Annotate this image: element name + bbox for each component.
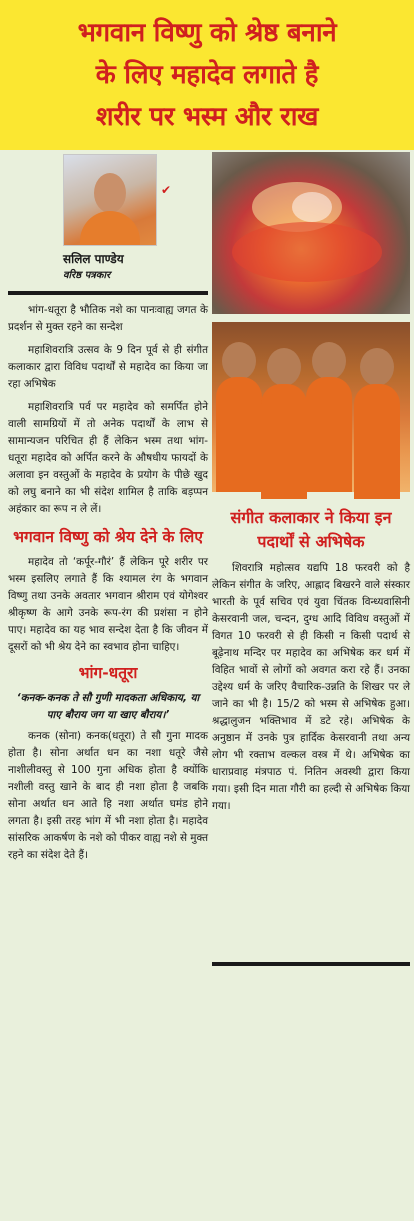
right-headline: संगीत कलाकार ने किया इन पदार्थों से अभिषेक — [230, 508, 392, 551]
divider — [212, 962, 410, 966]
paragraph: शिवरात्रि महोत्सव यद्यपि 18 फरवरी को है लेकिन संगीत के जरिए, आह्लाद बिखरने वाले संस्कार भारती के पूर्व सचिव एवं युवा चिंतक विन्ध्यवासिनी केसरवानी जल, चन्दन, दुग्ध आदि विविध वस्तुओं में विगत 10 फरवरी से ही किसी न किसी पदार्थ से बूढ़ेनाथ मन्दिर पर महादेव का अभिषेक कर धर्म में विहित भावों से लोगों को अवगत करा रहे हैं। उनका उद्देश्य धर्म के जरिए वैचारिक-उन्नति के शिखर पर ले जाने का भी है। 15/2 को भस्म से अभिषेक हुआ। श्रद्धालुजन भक्तिभाव में डटे रहे। अभिषेक के अनुष्ठान में उनके पुत्र हार्दिक केसरवानी तथा अन्य लोग भी रक्ताभ वल्कल वस्त्र में थे। अभिषेक का धाराप्रवाह मंत्रपाठ पं. नितिन अवस्थी द्वारा किया गया। इसी दिन माता गौरी का हल्दी से अभिषेक किया गया। — [212, 562, 410, 812]
intro-paragraph: भांग-धतूरा है भौतिक नशे का पानःवाह्य जगत के प्रदर्शन से मुक्त रहने का सन्देश — [8, 304, 208, 333]
headline-banner — [0, 0, 414, 150]
group-photo — [212, 322, 410, 492]
mark-icon: ✔ — [161, 183, 172, 197]
quote: ‘कनक-कनक ते सौ गुणी मादकता अधिकाय, या पाए बौराय जग या खाए बौराय।’ — [16, 692, 200, 721]
headline-line-1: भगवान विष्णु को श्रेष्ठ बनाने — [77, 18, 337, 48]
paragraph: महाशिवरात्रि पर्व पर महादेव को समर्पित होने वाली सामग्रियों में तो अनेक पदार्थों के लाभ से सामान्यजन परिचित ही हैं लेकिन भस्म तथा भांग-धतूरा महादेव को अर्पित करने के औषधीय फायदों के अलावा इन वस्तुओं के महादेव के प्रयोग के पीछे खुद को लघु बनाने का भी संदेश शामिल है ताकि बड़प्पन अहंकार का रूप न ले लें। — [8, 401, 208, 515]
subheading-bhang: भांग-धतूरा — [78, 664, 138, 682]
subheading-vishnu: भगवान विष्णु को श्रेय देने के लिए — [13, 528, 203, 546]
paragraph: महादेव तो ‘कर्पूर-गौरं’ हैं लेकिन पूरे शरीर पर भस्म इसलिए लगाते हैं कि श्यामल रंग के भगवान विष्णु तथा उनके अवतार भगवान श्रीराम एवं योगेश्वर श्रीकृष्ण के आगे उनके रूप-रंग की प्रशंसा न होने पाए। महादेव का यह भाव सन्देश देता है कि जीवन में दूसरों को भी श्रेय देने का स्वभाव होना चाहिए। — [8, 556, 208, 653]
author-photo — [63, 154, 157, 246]
paragraph: कनक (सोना) कनक(धतूरा) ते सौ गुना मादक होता है। सोना अर्थात धन का नशा धतूरे जैसे नाशीलीवस्तु से 100 गुना अधिक होता है क्योंकि नशीली वस्तु खाने के बाद ही नशा होता है जबकि सोना अर्थात धन आते हि नशा अर्थात घमंड होने लगता है। इसी तरह भांग में भी नशा होता है। महादेव सांसरिक आकर्षण के नशे को पीकर वाह्य नशे से मुक्त रहने का संदेश देते हैं। — [8, 730, 209, 861]
shivling-photo — [212, 152, 410, 314]
headline-line-3: शरीर पर भस्म और राख — [95, 102, 319, 132]
byline — [63, 250, 203, 281]
headline-line-2: के लिए महादेव लगाते है — [95, 60, 319, 90]
author-name: सलिल पाण्डेय — [63, 252, 124, 266]
right-column — [212, 150, 410, 1221]
paragraph: महाशिवरात्रि उत्सव के 9 दिन पूर्व से ही संगीत कलाकार द्वारा विविध पदार्थों से महादेव का किया जा रहा अभिषेक — [8, 344, 208, 390]
divider — [8, 291, 208, 295]
author-role: वरिष्ठ पत्रकार — [63, 270, 111, 281]
left-column — [8, 150, 208, 1221]
